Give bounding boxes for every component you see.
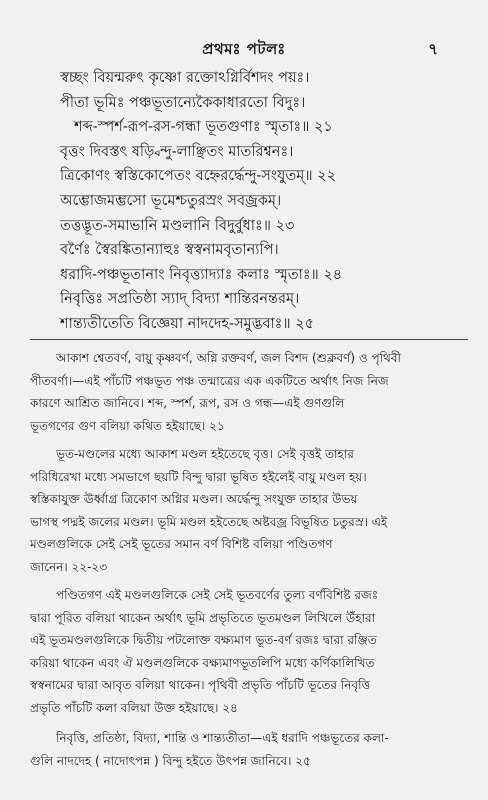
commentary-paragraph — [30, 727, 468, 772]
commentary-line: এই ভূতমণ্ডলগুলিকে দ্বিতীয় পটলোক্ত বক্ষ্যমাণ ভূত-বর্ণ রজঃ দ্বারা রঞ্জিত — [30, 633, 377, 647]
commentary-paragraph — [30, 443, 468, 578]
verse-line: বর্ণৈঃ স্বৈরঙ্কিতান্যাহুঃ স্বস্বনামবৃতান্যপি। — [60, 242, 279, 259]
commentary-line: স্বস্তিকাযুক্ত ঊর্ধ্বাগ্র ত্রিকোণ অগ্নির মণ্ডল। অর্দ্ধেন্দু সংযুক্ত তাহার উভয় — [30, 492, 358, 506]
page-number: ৭ — [428, 40, 438, 58]
commentary-line: গুলি নাদদেহ ( নাদোৎপন্ন ) বিন্দু হইতে উৎপন্ন জানিবে। ২৫ — [30, 753, 311, 768]
verse-line: ধরাদি-পঞ্চভূতানাং নিবৃত্ত্যাদ্যাঃ কলাঃ স্মৃতাঃ॥ ২৪ — [60, 266, 343, 283]
verse-line: স্বচ্ছং বিয়ন্মরুৎ কৃষ্ণো রক্তোঽগ্নির্বিশদং পয়ঃ। — [60, 70, 310, 86]
running-head: প্রথমঃ পটলঃ — [202, 40, 286, 58]
verse-line: ত্রিকোণং স্বস্তিকোপেতং বহ্নেরর্দ্ধেন্দু-সংযুতম্॥ ২২ — [60, 168, 336, 185]
commentary-line: ভূত-মণ্ডলের মধ্যে আকাশ মণ্ডল হইতেছে বৃত্ত। সেই বৃত্তই তাহার — [56, 447, 354, 461]
page-header — [0, 38, 488, 60]
commentary-line: নিবৃত্তি, প্রতিষ্ঠা, বিদ্যা, শান্তি ও শান্ত্যতীতা—এই ধরাদি পঞ্চভূতের কলা- — [56, 731, 389, 745]
commentary-line: দ্বারা পূরিত বলিয়া থাকেন অর্থাৎ ভূমি প্রভৃতিতে ভূতমণ্ডল লিখিলে উঁহারা — [30, 610, 376, 625]
verse-line: পীতা ভূমিঃ পঞ্চভূতান্যেকৈকাধারতো বিদুঃ। — [60, 94, 306, 111]
commentary-line: পরিধিরেখা মধ্যে সমভাগে ছয়টি বিন্দু দ্বারা ভূষিত হইলেই বায়ু মণ্ডল হয়। — [30, 469, 367, 484]
commentary-paragraph — [30, 347, 468, 437]
verse-line: অম্ভোজমম্ভসো ভূমেশ্চতুরস্রং সবজ্রকম্। — [60, 192, 282, 209]
section-divider — [30, 339, 468, 340]
verse-line: তত্তদ্ভূত-সমাভানি মণ্ডলানি বিদুর্বুধাঃ॥ ২৩ — [60, 217, 295, 234]
commentary-line: ভূতগণের গুণ বলিয়া কথিত হইয়াছে। ২১ — [30, 418, 225, 433]
commentary-line: ভাগস্থ পদ্মই জলের মণ্ডল। ভূমি মণ্ডল হইতেছে অষ্টবজ্র বিভূষিত চতুরস্র। এই — [30, 514, 388, 529]
commentary-line: স্বস্বনামের দ্বারা আবৃত বলিয়া থাকেন। পৃথিবী প্রভৃতি পাঁচটি ভূতের নিবৃত্তি — [30, 678, 371, 692]
verse-line: বৃত্তং দিবস্তৎ ষড়্বিন্দু-লাঞ্ছিতং মাতরিশ্বনঃ। — [60, 143, 294, 160]
verse-line: শান্ত্যতীতেতি বিজ্ঞেয়া নাদদেহ-সমুদ্ভবাঃ॥ ২৫ — [60, 315, 315, 332]
commentary-line: পণ্ডিতগণ এই মণ্ডলগুলিকে সেই সেই ভূতবর্ণের তুল্য বর্ণবিশিষ্ট রজঃ — [56, 588, 379, 602]
commentary-paragraph — [30, 584, 468, 719]
sanskrit-verses — [60, 66, 460, 337]
commentary-line: জানেন। ২২-২৩ — [30, 559, 108, 574]
commentary-line: পীতবর্ণা।—এই পাঁচটি পঞ্চভূত পঞ্চ তন্মাত্রের এক একটিতে অর্থাৎ নিজ নিজ — [30, 373, 389, 388]
verse-line: নিবৃত্তিঃ সপ্রতিষ্ঠা স্যাদ্ বিদ্যা শান্তিরনন্তরম্। — [60, 291, 300, 308]
commentary-line: আকাশ শ্বেতবর্ণ, বায়ু কৃষ্ণবর্ণ, অগ্নি রক্তবর্ণ, জল বিশদ (শুক্লবর্ণ) ও পৃথিবী — [56, 351, 401, 365]
commentary-line: করিয়া থাকেন এবং ঐ মণ্ডলগুলিকে বক্ষ্যমাণভূতলিপি মধ্যে কর্ণিকালিখিত — [30, 655, 375, 670]
commentary-line: প্রভৃতি পাঁচটি কলা বলিয়া উক্ত হইয়াছে। ২৪ — [30, 700, 238, 715]
commentary-line: মণ্ডলগুলিকে সেই সেই ভূতের সমান বর্ণ বিশিষ্ট বলিয়া পণ্ডিতগণ — [30, 537, 333, 551]
verse-line: শব্দ-স্পর্শ-রূপ-রস-গন্ধা ভূতগুণাঃ স্মৃতাঃ॥ ২১ — [74, 119, 333, 136]
commentary-line: কারণে আশ্রিত জানিবে। শব্দ, স্পর্শ, রূপ, রস ও গন্ধ—এই গুণগুলি — [30, 396, 345, 410]
